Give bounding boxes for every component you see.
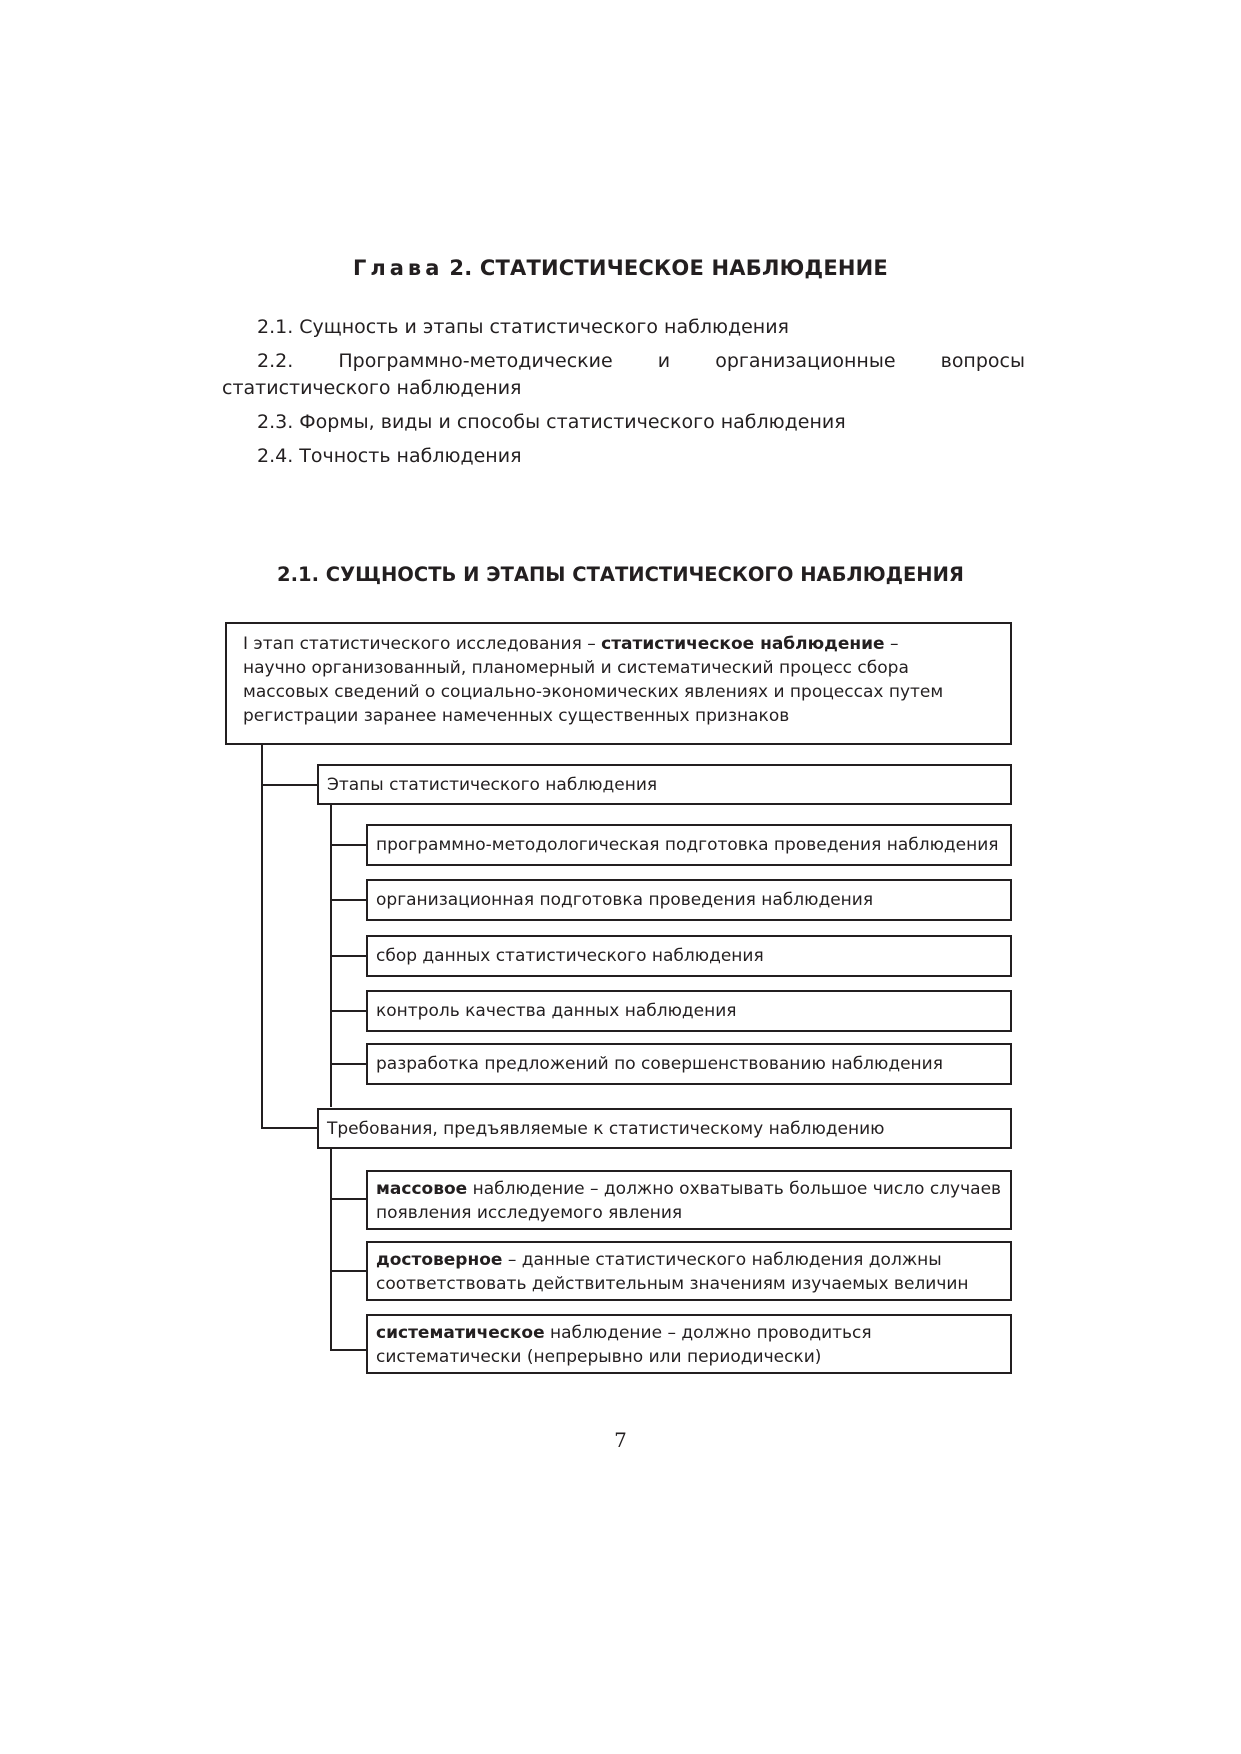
connector-line <box>261 1127 318 1129</box>
connector-line <box>330 1349 367 1351</box>
chapter-title-text: 2. СТАТИСТИЧЕСКОЕ НАБЛЮДЕНИЕ <box>449 256 888 280</box>
root-suffix: – <box>884 634 899 654</box>
stage-item <box>366 990 1012 1032</box>
stage-item <box>366 935 1012 977</box>
toc-item: 2.4. Точность наблюдения <box>257 445 522 467</box>
connector-line <box>330 1270 367 1272</box>
connector-line <box>330 1198 367 1200</box>
root-definition-heading <box>243 632 1000 656</box>
stage-item <box>366 1043 1012 1085</box>
connector-line <box>330 899 367 901</box>
toc-item: 2.3. Формы, виды и способы статистического наблюдения <box>257 411 846 433</box>
requirement-text: наблюдение – должно проводиться систематически (непрерывно или периодически) <box>376 1323 872 1367</box>
requirement-item <box>366 1241 1012 1301</box>
requirement-term: массовое <box>376 1179 468 1199</box>
stage-item-label: контроль качества данных наблюдения <box>376 1001 737 1021</box>
requirements-header-box <box>317 1108 1012 1149</box>
connector-line <box>261 744 263 1129</box>
connector-line <box>261 784 318 786</box>
requirement-term: достоверное <box>376 1250 503 1270</box>
requirement-text: – данные статистического наблюдения должны соответствовать действительным значениям изучаемых величин <box>376 1250 969 1294</box>
connector-line <box>330 844 367 846</box>
page-number: 7 <box>614 1428 627 1452</box>
stage-item-label: разработка предложений по совершенствованию наблюдения <box>376 1054 943 1074</box>
toc-item: 2.2. Программно-методические и организационные вопросы статистического наблюдения <box>222 350 1025 399</box>
stage-item <box>366 879 1012 921</box>
stages-title: Этапы статистического наблюдения <box>327 775 658 795</box>
connector-line <box>330 955 367 957</box>
stages-header-box <box>317 764 1012 805</box>
requirement-item <box>366 1314 1012 1374</box>
section-title: 2.1. СУЩНОСТЬ И ЭТАПЫ СТАТИСТИЧЕСКОГО НАБЛЮДЕНИЯ <box>277 563 964 586</box>
connector-line <box>330 1010 367 1012</box>
toc-item: 2.1. Сущность и этапы статистического наблюдения <box>257 316 789 338</box>
stage-item-label: программно-методологическая подготовка проведения наблюдения <box>376 835 999 855</box>
requirements-title: Требования, предъявляемые к статистическому наблюдению <box>327 1119 885 1139</box>
root-term: статистическое наблюдение <box>601 634 885 654</box>
stage-item-label: сбор данных статистического наблюдения <box>376 946 764 966</box>
requirement-item <box>366 1170 1012 1230</box>
root-description: научно организованный, планомерный и систематический процесс сбора массовых сведений о социально-экономических явлениях и процессах путем регистрации заранее намеченных существенных признаков <box>243 658 944 726</box>
chapter-label: Глава <box>353 256 444 280</box>
connector-line <box>330 1148 332 1351</box>
root-definition-box <box>225 622 1012 745</box>
requirement-term: систематическое <box>376 1323 545 1343</box>
requirement-text: наблюдение – должно охватывать большое число случаев появления исследуемого явления <box>376 1179 1002 1223</box>
root-prefix: I этап статистического исследования – <box>243 634 602 654</box>
connector-line <box>330 1063 367 1065</box>
chapter-title <box>0 256 1241 280</box>
stage-item-label: организационная подготовка проведения наблюдения <box>376 890 874 910</box>
table-of-contents <box>222 314 1025 477</box>
stage-item <box>366 824 1012 866</box>
